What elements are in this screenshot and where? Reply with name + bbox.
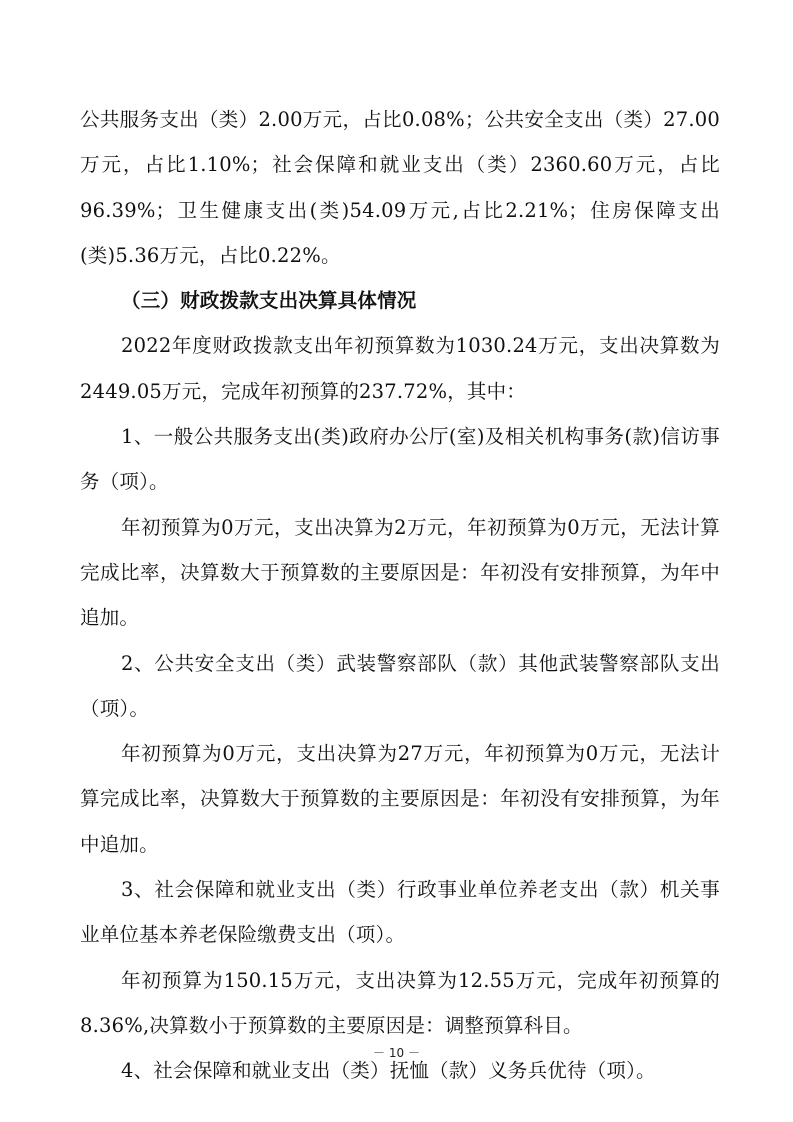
item-1-detail: 年初预算为0万元，支出决算为2万元，年初预算为0万元，无法计算完成比率，决算数大于预算数的主要原因是：年初没有安排预算，为年中追加。 <box>80 515 720 630</box>
paragraph-budget-summary: 2022年度财政拨款支出年初预算数为1030.24万元，支出决算数为2449.05万元，完成年初预算的237.72%，其中： <box>80 334 720 403</box>
page-number: － 10 － <box>373 1046 420 1060</box>
item-1-title: 1、一般公共服务支出(类)政府办公厅(室)及相关机构事务(款)信访事务（项）。 <box>80 425 720 494</box>
item-2-detail: 年初预算为0万元，支出决算为27万元，年初预算为0万元，无法计算完成比率，决算数大于预算数的主要原因是：年初没有安排预算，为年中追加。 <box>80 742 720 856</box>
body-text <box>80 97 720 1094</box>
item-2-title: 2、公共安全支出（类）武装警察部队（款）其他武装警察部队支出（项）。 <box>80 651 720 720</box>
item-3-title: 3、社会保障和就业支出（类）行政事业单位养老支出（款）机关事业单位基本养老保险缴费支出（项）。 <box>80 878 720 947</box>
paragraph-expenditure-breakdown: 公共服务支出（类）2.00万元，占比0.08%；公共安全支出（类）27.00万元，占比1.10%；社会保障和就业支出（类）2360.60万元，占比96.39%；卫生健康支出(类)54.09万元,占比2.21%；住房保障支出(类)5.36万元，占比0.22%。 <box>80 108 720 267</box>
item-4-title: 4、社会保障和就业支出（类）抚恤（款）义务兵优待（项）。 <box>121 1059 656 1083</box>
section-heading: （三）财政拨款支出决算具体情况 <box>121 289 417 313</box>
item-3-detail: 年初预算为150.15万元，支出决算为12.55万元，完成年初预算的8.36%,决算数小于预算数的主要原因是：调整预算科目。 <box>80 968 720 1037</box>
